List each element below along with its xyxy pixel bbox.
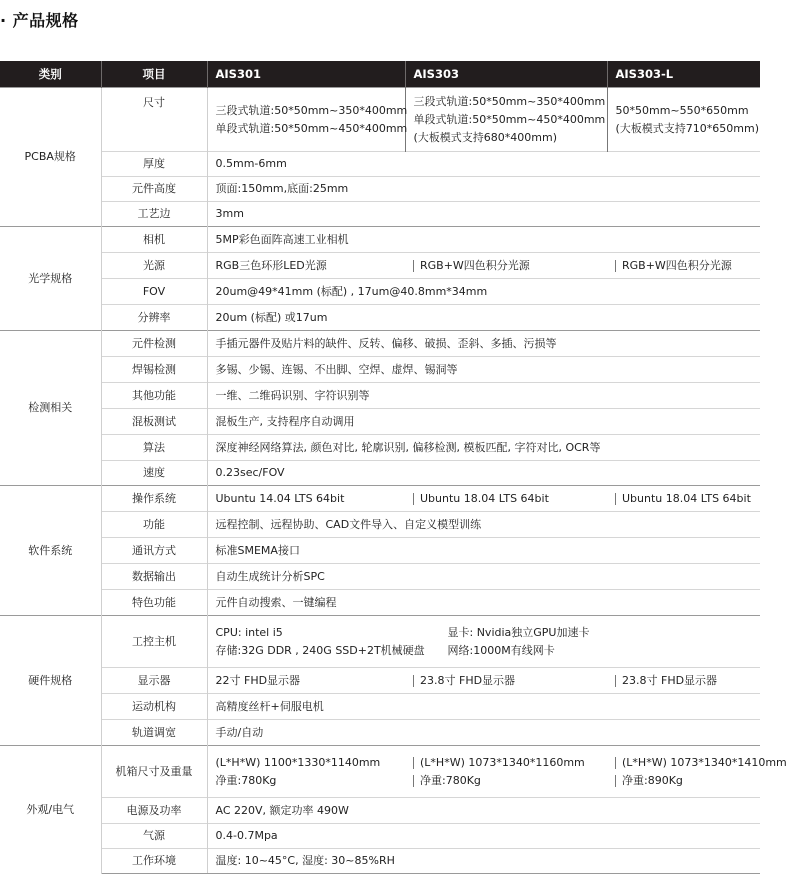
header-ais303: AIS303	[405, 61, 607, 88]
item-thickness: 厚度	[101, 152, 207, 177]
category-appearance: 外观/电气	[0, 746, 101, 874]
solder-value: 多锡、少锡、连锡、不出脚、空焊、虚焊、锡洞等	[207, 357, 760, 383]
header-ais303l: AIS303-L	[607, 61, 760, 88]
table-row	[0, 590, 760, 616]
dim-ais303: (L*H*W) 1073*1340*1160mm 净重:780Kg	[405, 746, 607, 798]
algorithm-value: 深度神经网络算法, 颜色对比, 轮廓识别, 偏移检测, 模板匹配, 字符对比, OCR等	[207, 435, 760, 461]
spec-table	[0, 61, 787, 874]
item-speed: 速度	[101, 461, 207, 486]
item-height: 元件高度	[101, 177, 207, 202]
item-fov: FOV	[101, 279, 207, 305]
category-software: 软件系统	[0, 486, 101, 616]
light-ais301: RGB三色环形LED光源	[207, 253, 405, 279]
category-hardware: 硬件规格	[0, 616, 101, 746]
item-other: 其他功能	[101, 383, 207, 409]
edge-value: 3mm	[207, 202, 760, 227]
item-component: 元件检测	[101, 331, 207, 357]
header-item: 项目	[101, 61, 207, 88]
section-title: · 产品规格	[0, 11, 79, 30]
table-row	[0, 694, 760, 720]
size-ais303l: 50*50mm~550*650mm (大板模式支持710*650mm)	[607, 88, 760, 152]
table-row	[0, 616, 760, 668]
table-row	[0, 668, 760, 694]
other-value: 一维、二维码识别、字符识别等	[207, 383, 760, 409]
pc-value: CPU: intel i5 显卡: Nvidia独立GPU加速卡 存储:32G DDR , 240G SSD+2T机械硬盘 网络:1000M有线网卡	[207, 616, 760, 668]
table-row	[0, 279, 760, 305]
item-comm: 通讯方式	[101, 538, 207, 564]
item-power: 电源及功率	[101, 798, 207, 824]
table-row	[0, 305, 760, 331]
rail-value: 手动/自动	[207, 720, 760, 746]
light-ais303: RGB+W四色积分光源	[405, 253, 607, 279]
feature-value: 元件自动搜索、一键编程	[207, 590, 760, 616]
table-row	[0, 435, 760, 461]
table-row	[0, 849, 760, 874]
item-edge: 工艺边	[101, 202, 207, 227]
fov-value: 20um@49*41mm (标配) , 17um@40.8mm*34mm	[207, 279, 760, 305]
table-row	[0, 383, 760, 409]
item-light: 光源	[101, 253, 207, 279]
header-ais301: AIS301	[207, 61, 405, 88]
table-row	[0, 461, 760, 486]
display-ais303: 23.8寸 FHD显示器	[405, 668, 607, 694]
table-row	[0, 177, 760, 202]
table-row	[0, 564, 760, 590]
category-inspection: 检测相关	[0, 331, 101, 486]
mixed-value: 混板生产, 支持程序自动调用	[207, 409, 760, 435]
size-ais303: 三段式轨道:50*50mm~350*400mm 单段式轨道:50*50mm~450*400mm (大板模式支持680*400mm)	[405, 88, 607, 152]
category-pcba: PCBA规格	[0, 88, 101, 227]
os-ais303: Ubuntu 18.04 LTS 64bit	[405, 486, 607, 512]
item-environment: 工作环境	[101, 849, 207, 874]
item-resolution: 分辨率	[101, 305, 207, 331]
resolution-value: 20um (标配) 或17um	[207, 305, 760, 331]
item-data-output: 数据输出	[101, 564, 207, 590]
table-row	[0, 227, 760, 253]
table-row	[0, 720, 760, 746]
table-row	[0, 486, 760, 512]
item-pc: 工控主机	[101, 616, 207, 668]
display-ais301: 22寸 FHD显示器	[207, 668, 405, 694]
dim-ais301: (L*H*W) 1100*1330*1140mm 净重:780Kg	[207, 746, 405, 798]
item-algorithm: 算法	[101, 435, 207, 461]
table-row	[0, 746, 760, 798]
item-os: 操作系统	[101, 486, 207, 512]
table-row	[0, 202, 760, 227]
item-motion: 运动机构	[101, 694, 207, 720]
dim-ais303l: (L*H*W) 1073*1340*1410mm 净重:890Kg	[607, 746, 760, 798]
power-value: AC 220V, 额定功率 490W	[207, 798, 760, 824]
item-solder: 焊锡检测	[101, 357, 207, 383]
table-row	[0, 512, 760, 538]
height-value: 顶面:150mm,底面:25mm	[207, 177, 760, 202]
item-size: 尺寸	[101, 88, 207, 152]
environment-value: 温度: 10~45°C, 湿度: 30~85%RH	[207, 849, 760, 874]
item-mixed: 混板测试	[101, 409, 207, 435]
table-row	[0, 357, 760, 383]
table-row	[0, 824, 760, 849]
item-feature: 特色功能	[101, 590, 207, 616]
light-ais303l: RGB+W四色积分光源	[607, 253, 760, 279]
table-row	[0, 538, 760, 564]
item-rail: 轨道调宽	[101, 720, 207, 746]
item-camera: 相机	[101, 227, 207, 253]
table-row	[0, 409, 760, 435]
item-display: 显示器	[101, 668, 207, 694]
motion-value: 高精度丝杆+伺服电机	[207, 694, 760, 720]
speed-value: 0.23sec/FOV	[207, 461, 760, 486]
item-air: 气源	[101, 824, 207, 849]
table-row	[0, 331, 760, 357]
category-optics: 光学规格	[0, 227, 101, 331]
display-ais303l: 23.8寸 FHD显示器	[607, 668, 760, 694]
os-ais303l: Ubuntu 18.04 LTS 64bit	[607, 486, 760, 512]
camera-value: 5MP彩色面阵高速工业相机	[207, 227, 760, 253]
function-value: 远程控制、远程协助、CAD文件导入、自定义模型训练	[207, 512, 760, 538]
air-value: 0.4-0.7Mpa	[207, 824, 760, 849]
data-output-value: 自动生成统计分析SPC	[207, 564, 760, 590]
table-row	[0, 152, 760, 177]
size-ais301: 三段式轨道:50*50mm~350*400mm 单段式轨道:50*50mm~450*400mm	[207, 88, 405, 152]
os-ais301: Ubuntu 14.04 LTS 64bit	[207, 486, 405, 512]
thickness-value: 0.5mm-6mm	[207, 152, 760, 177]
table-row	[0, 798, 760, 824]
item-function: 功能	[101, 512, 207, 538]
item-dimensions: 机箱尺寸及重量	[101, 746, 207, 798]
header-category: 类别	[0, 61, 101, 88]
table-row	[0, 88, 760, 152]
table-row	[0, 253, 760, 279]
component-value: 手插元器件及贴片料的缺件、反转、偏移、破损、歪斜、多插、污损等	[207, 331, 760, 357]
table-header	[0, 61, 760, 88]
comm-value: 标准SMEMA接口	[207, 538, 760, 564]
